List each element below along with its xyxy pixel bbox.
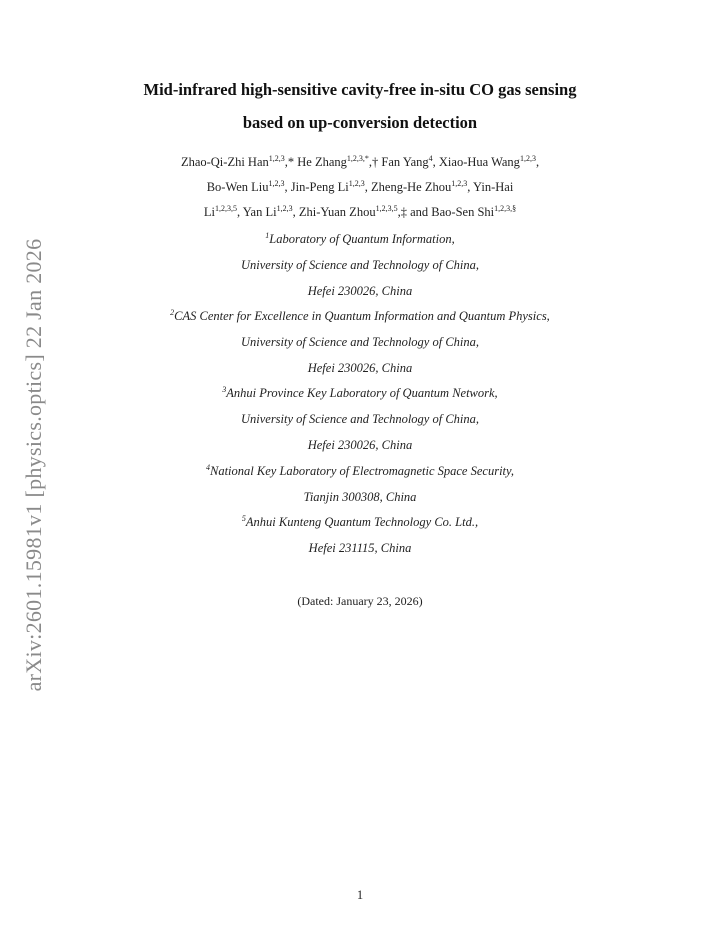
affiliation-1-line-1 [0,232,720,247]
author-affiliation-sup: 1,2,3,5 [214,204,237,213]
author-mark: , [432,155,436,169]
author-line-2 [0,180,720,195]
author-mark: ,* [284,155,295,169]
author-affiliation-sup: 1,2,3 [451,179,468,188]
affiliation-text: Anhui Kunteng Quantum Technology Co. Ltd., [245,515,479,529]
author-mark: , [467,180,471,194]
affiliation-4-line-2: Tianjin 300308, China [303,490,417,504]
author-conjunction: and [410,205,429,219]
author-name: Li [203,205,215,219]
author-name: Bao-Sen Shi [431,205,495,219]
affiliation-sup: 1 [265,231,270,240]
arxiv-identifier: arXiv:2601.15981v1 [physics.optics] 22 Jan 2026 [21,238,46,692]
author-affiliation-sup: 1,2,3 [268,154,285,163]
author-line-3 [0,205,720,220]
author-affiliation-sup: 1,2,3 [348,179,365,188]
author-name: Bo-Wen Liu [206,180,269,194]
affiliation-2-line-1 [0,309,720,324]
author-name: He Zhang [297,155,347,169]
affiliation-3-line-1 [0,386,720,401]
affiliation-2-line-2: University of Science and Technology of China, [240,335,480,349]
author-name: Zhi-Yuan Zhou [298,205,376,219]
author-name: Xiao-Hua Wang [438,155,520,169]
page-number: 1 [356,888,364,902]
author-mark: , [284,180,288,194]
affiliation-sup: 2 [170,308,175,317]
author-mark: , [292,205,296,219]
author-mark: , [236,205,241,219]
affiliation-text: CAS Center for Excellence in Quantum Information and Quantum Physics, [174,309,550,323]
author-mark: ,‡ [397,205,407,219]
author-affiliation-sup: 4 [428,154,433,163]
author-name: Zheng-He Zhou [371,180,452,194]
affiliation-sup: 5 [241,514,246,523]
affiliation-text: Laboratory of Quantum Information, [269,232,455,246]
paper-title-line-1: Mid-infrared high-sensitive cavity-free in-situ CO gas sensing [143,80,577,99]
author-affiliation-sup: 1,2,3,§ [494,204,517,213]
affiliation-5-line-1 [0,515,720,530]
author-affiliation-sup: 1,2,3 [276,204,293,213]
author-name: Zhao-Qi-Zhi Han [180,155,269,169]
author-line-1 [0,155,720,170]
affiliation-1-line-2: University of Science and Technology of China, [240,258,480,272]
affiliation-text: National Key Laboratory of Electromagnetic Space Security, [210,464,514,478]
author-mark: , [364,180,368,194]
author-name: Fan Yang [381,155,429,169]
author-affiliation-sup: 1,2,3,5 [375,204,398,213]
paper-title-line-2: based on up-conversion detection [242,113,478,132]
affiliation-4-line-1 [0,464,720,479]
author-name: Jin-Peng Li [290,180,349,194]
affiliation-sup: 4 [206,463,210,472]
author-affiliation-sup: 1,2,3 [268,179,285,188]
author-affiliation-sup: 1,2,3,* [346,154,369,163]
dated-line: (Dated: January 23, 2026) [297,594,423,608]
author-name: Yan Li [242,205,277,219]
affiliation-2-line-3: Hefei 230026, China [307,361,413,375]
affiliation-3-line-3: Hefei 230026, China [307,438,413,452]
affiliation-1-line-3: Hefei 230026, China [307,284,413,298]
author-mark: , [535,155,540,169]
affiliation-text: Anhui Province Key Laboratory of Quantum Network, [226,386,498,400]
affiliation-sup: 3 [222,385,227,394]
author-affiliation-sup: 1,2,3 [519,154,536,163]
author-mark: ,† [368,155,379,169]
affiliation-5-line-2: Hefei 231115, China [308,541,412,555]
author-name: Yin-Hai [473,180,514,194]
affiliation-3-line-2: University of Science and Technology of China, [240,412,480,426]
